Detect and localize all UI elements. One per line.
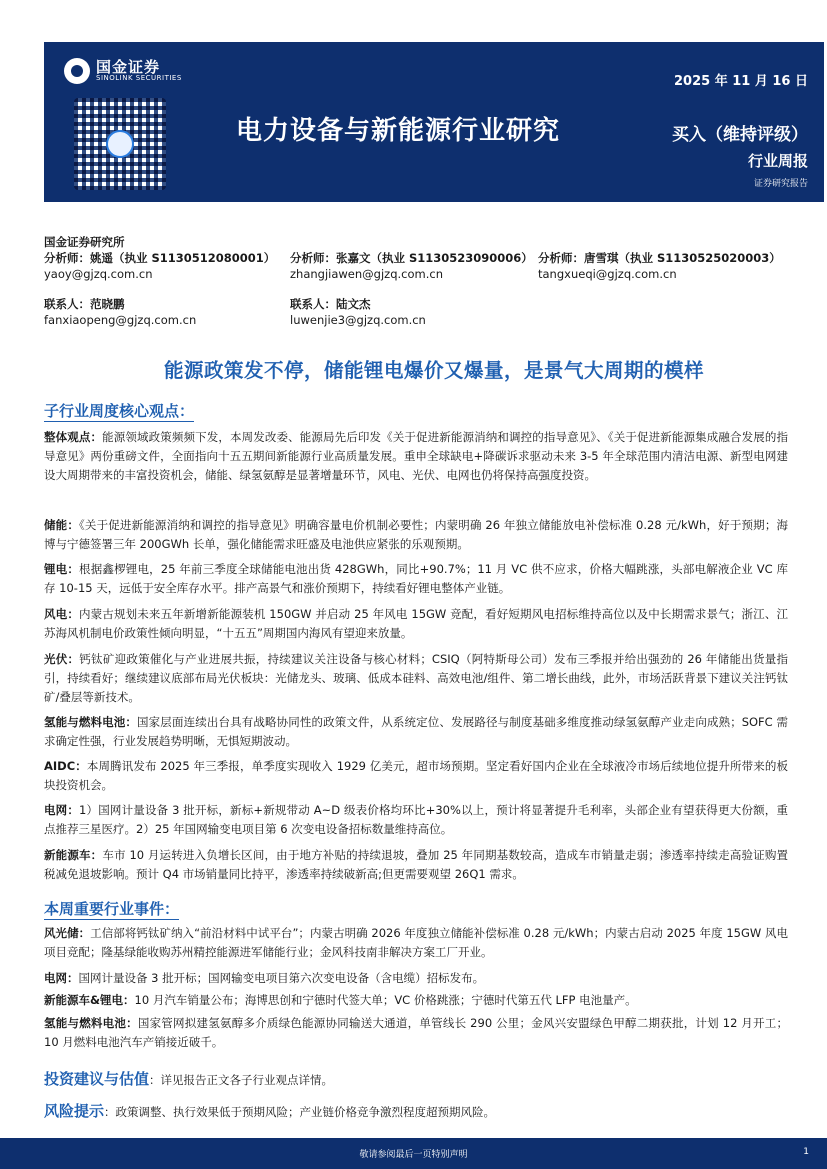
risk-text: ：政策调整、执行效果低于预期风险；产业链价格竞争激烈程度超预期风险。: [104, 1105, 496, 1119]
core-view-item: 整体观点：能源领域政策频频下发，本周发改委、能源局先后印发《关于促进新能源消纳和调控的指导意见》、《关于促进新能源集成融合发展的指导意见》两份重磅文件，全面指向十五五期间新能源行业高质量发展。重申全球缺电+降碳诉求驱动未来 3-5 年全球范围内清洁电源、新型电网建设大周期带来的丰富投资机会，储能、绿氢氨醇是显著增量环节，风电、光伏、电网也仍将保持高强度投资。: [44, 430, 788, 482]
investment-advice: [44, 1068, 333, 1089]
core-view-item: 风电：内蒙古规划未来五年新增新能源装机 150GW 并启动 25 年风电 15GW 竞配，看好短期风电招标维持高位以及中长期需求景气；浙江、江苏海风机制电价政策性倾向明显，“十五五”周期国内海风有望迎来放量。: [44, 607, 789, 640]
event-item: 电网：国网计量设备 3 批开标；国网输变电项目第六次变电设备（含电缆）招标发布。: [44, 971, 485, 985]
core-view-item: 新能源车：车市 10 月运转进入负增长区间，由于地方补贴的持续退坡，叠加 25 年同期基数较高，造成车市销量走弱；渗透率持续走高验证购置税减免退坡影响。预计 Q4 市场销量同比持平，渗透率持续破新高;但更需要观望 26Q1 需求。: [44, 848, 789, 881]
analyst-block: [44, 234, 824, 332]
core-view-item: 锂电：根据鑫椤锂电，25 年前三季度全球储能电池出货 428GWh，同比+90.7%；11 月 VC 供不应求，价格大幅跳涨，头部电解液企业 VC 库存 10-15 天，远低于安全库存水平。排产高景气和涨价预期下，持续看好锂电整体产业链。: [44, 562, 788, 595]
advice-title: 投资建议与估值: [44, 1070, 150, 1088]
analyst-email[interactable]: tangxueqi@gjzq.com.cn: [538, 267, 677, 281]
core-view-item: 电网：1）国网计量设备 3 批开标，新标+新规带动 A~D 级表价格均环比+30%以上，预计将显著提升毛利率，头部企业有望获得更大份额，重点推荐三星医疗。2）25 年国网输变电项目第 6 次变电设备招标数量维持高位。: [44, 803, 788, 836]
analyst-email[interactable]: yaoy@gjzq.com.cn: [44, 267, 153, 281]
brand-name-en: SINOLINK SECURITIES: [96, 74, 182, 83]
analyst-2: 分析师：张嘉文（执业 S1130523090006） zhangjiawen@gjzq.com.cn: [290, 251, 533, 281]
report-date: 2025 年 11 月 16 日: [674, 74, 808, 89]
contact-email[interactable]: fanxiaopeng@gjzq.com.cn: [44, 313, 197, 327]
advice-text: ：详见报告正文各子行业观点详情。: [149, 1073, 334, 1087]
contact-2: 联系人：陆文杰 luwenjie3@gjzq.com.cn: [290, 297, 426, 327]
brand-name-cn: 国金证券: [96, 57, 161, 76]
event-item: 风光储：工信部将钙钛矿纳入“前沿材料中试平台”；内蒙古明确 2026 年度独立储能补偿标准 0.28 元/kWh；内蒙古启动 2025 年度 15GW 风电项目竞配；隆基绿能收购苏州精控能源进军储能行业；金风科技南非解决方案工厂开业。: [44, 926, 788, 959]
core-view-item: AIDC：本周腾讯发布 2025 年三季报，单季度实现收入 1929 亿美元，超市场预期。坚定看好国内企业在全球液冷市场后续地位提升所带来的板块投资机会。: [44, 759, 788, 792]
analyst-email[interactable]: zhangjiawen@gjzq.com.cn: [290, 267, 443, 281]
page-number: 1: [803, 1147, 809, 1157]
qr-code-icon: [74, 98, 166, 190]
page-footer: [0, 1138, 827, 1169]
section-events-title: 本周重要行业事件：: [44, 900, 180, 918]
footer-disclaimer: 敬请参阅最后一页特别声明: [359, 1150, 468, 1160]
rating: 买入（维持评级）: [672, 125, 808, 145]
analyst-3: 分析师：唐雪琪（执业 S1130525020003） tangxueqi@gjzq.com.cn: [538, 251, 781, 281]
event-item: 新能源车&锂电：10 月汽车销量公布；海博思创和宁德时代签大单；VC 价格跳涨；宁德时代第五代 LFP 电池量产。: [44, 993, 637, 1007]
core-view-item: 氢能与燃料电池：国家层面连续出台具有战略协同性的政策文件，从系统定位、发展路径与制度基础多维度推动绿氢氨醇产业走向成熟；SOFC 需求确定性强，行业发展趋势明晰，无惧短期波动。: [44, 715, 788, 748]
contact-1: 联系人：范晓鹏 fanxiaopeng@gjzq.com.cn: [44, 297, 197, 327]
report-header: [44, 42, 824, 202]
report-title: 电力设备与新能源行业研究: [236, 116, 561, 146]
risk-warning: [44, 1100, 495, 1121]
report-headline: 能源政策发不停，储能锂电爆价又爆量，是景气大周期的模样: [163, 359, 704, 382]
report-subtype: 证券研究报告: [753, 179, 808, 189]
section-core-views-title: 子行业周度核心观点：: [44, 402, 195, 420]
brand-logo: [64, 58, 182, 84]
core-view-item: 储能：《关于促进新能源消纳和调控的指导意见》明确容量电价机制必要性；内蒙明确 26 年独立储能放电补偿标准 0.28 元/kWh，好于预期；海博与宁德签署三年 200GWh 长单，强化储能需求旺盛及电池供应紧张的乐观预期。: [44, 518, 788, 551]
event-item: 氢能与燃料电池：国家管网拟建氢氨醇多介质绿色能源协同输送大通道，单管线长 290 公里；金风兴安盟绿色甲醇二期获批，计划 12 月开工；10 月燃料电池汽车产销接近破千。: [44, 1016, 788, 1049]
institute-name: 国金证券研究所: [44, 235, 125, 249]
core-view-item: 光伏：钙钛矿迎政策催化与产业进展共振，持续建议关注设备与核心材料；CSIQ（阿特斯母公司）发布三季报并给出强劲的 26 年储能出货量指引，持续看好；继续建议底部布局光伏板块：光储龙头、玻璃、低成本硅料、高效电池/组件、第二增长曲线，此外，市场活跃背景下建议关注钙钛矿/叠层等新技术。: [44, 652, 788, 704]
logo-icon: [64, 58, 90, 84]
contact-email[interactable]: luwenjie3@gjzq.com.cn: [290, 313, 426, 327]
risk-title: 风险提示: [44, 1102, 105, 1120]
analyst-1: 分析师：姚遥（执业 S1130512080001） yaoy@gjzq.com.cn: [44, 251, 276, 281]
report-type: 行业周报: [747, 152, 808, 170]
